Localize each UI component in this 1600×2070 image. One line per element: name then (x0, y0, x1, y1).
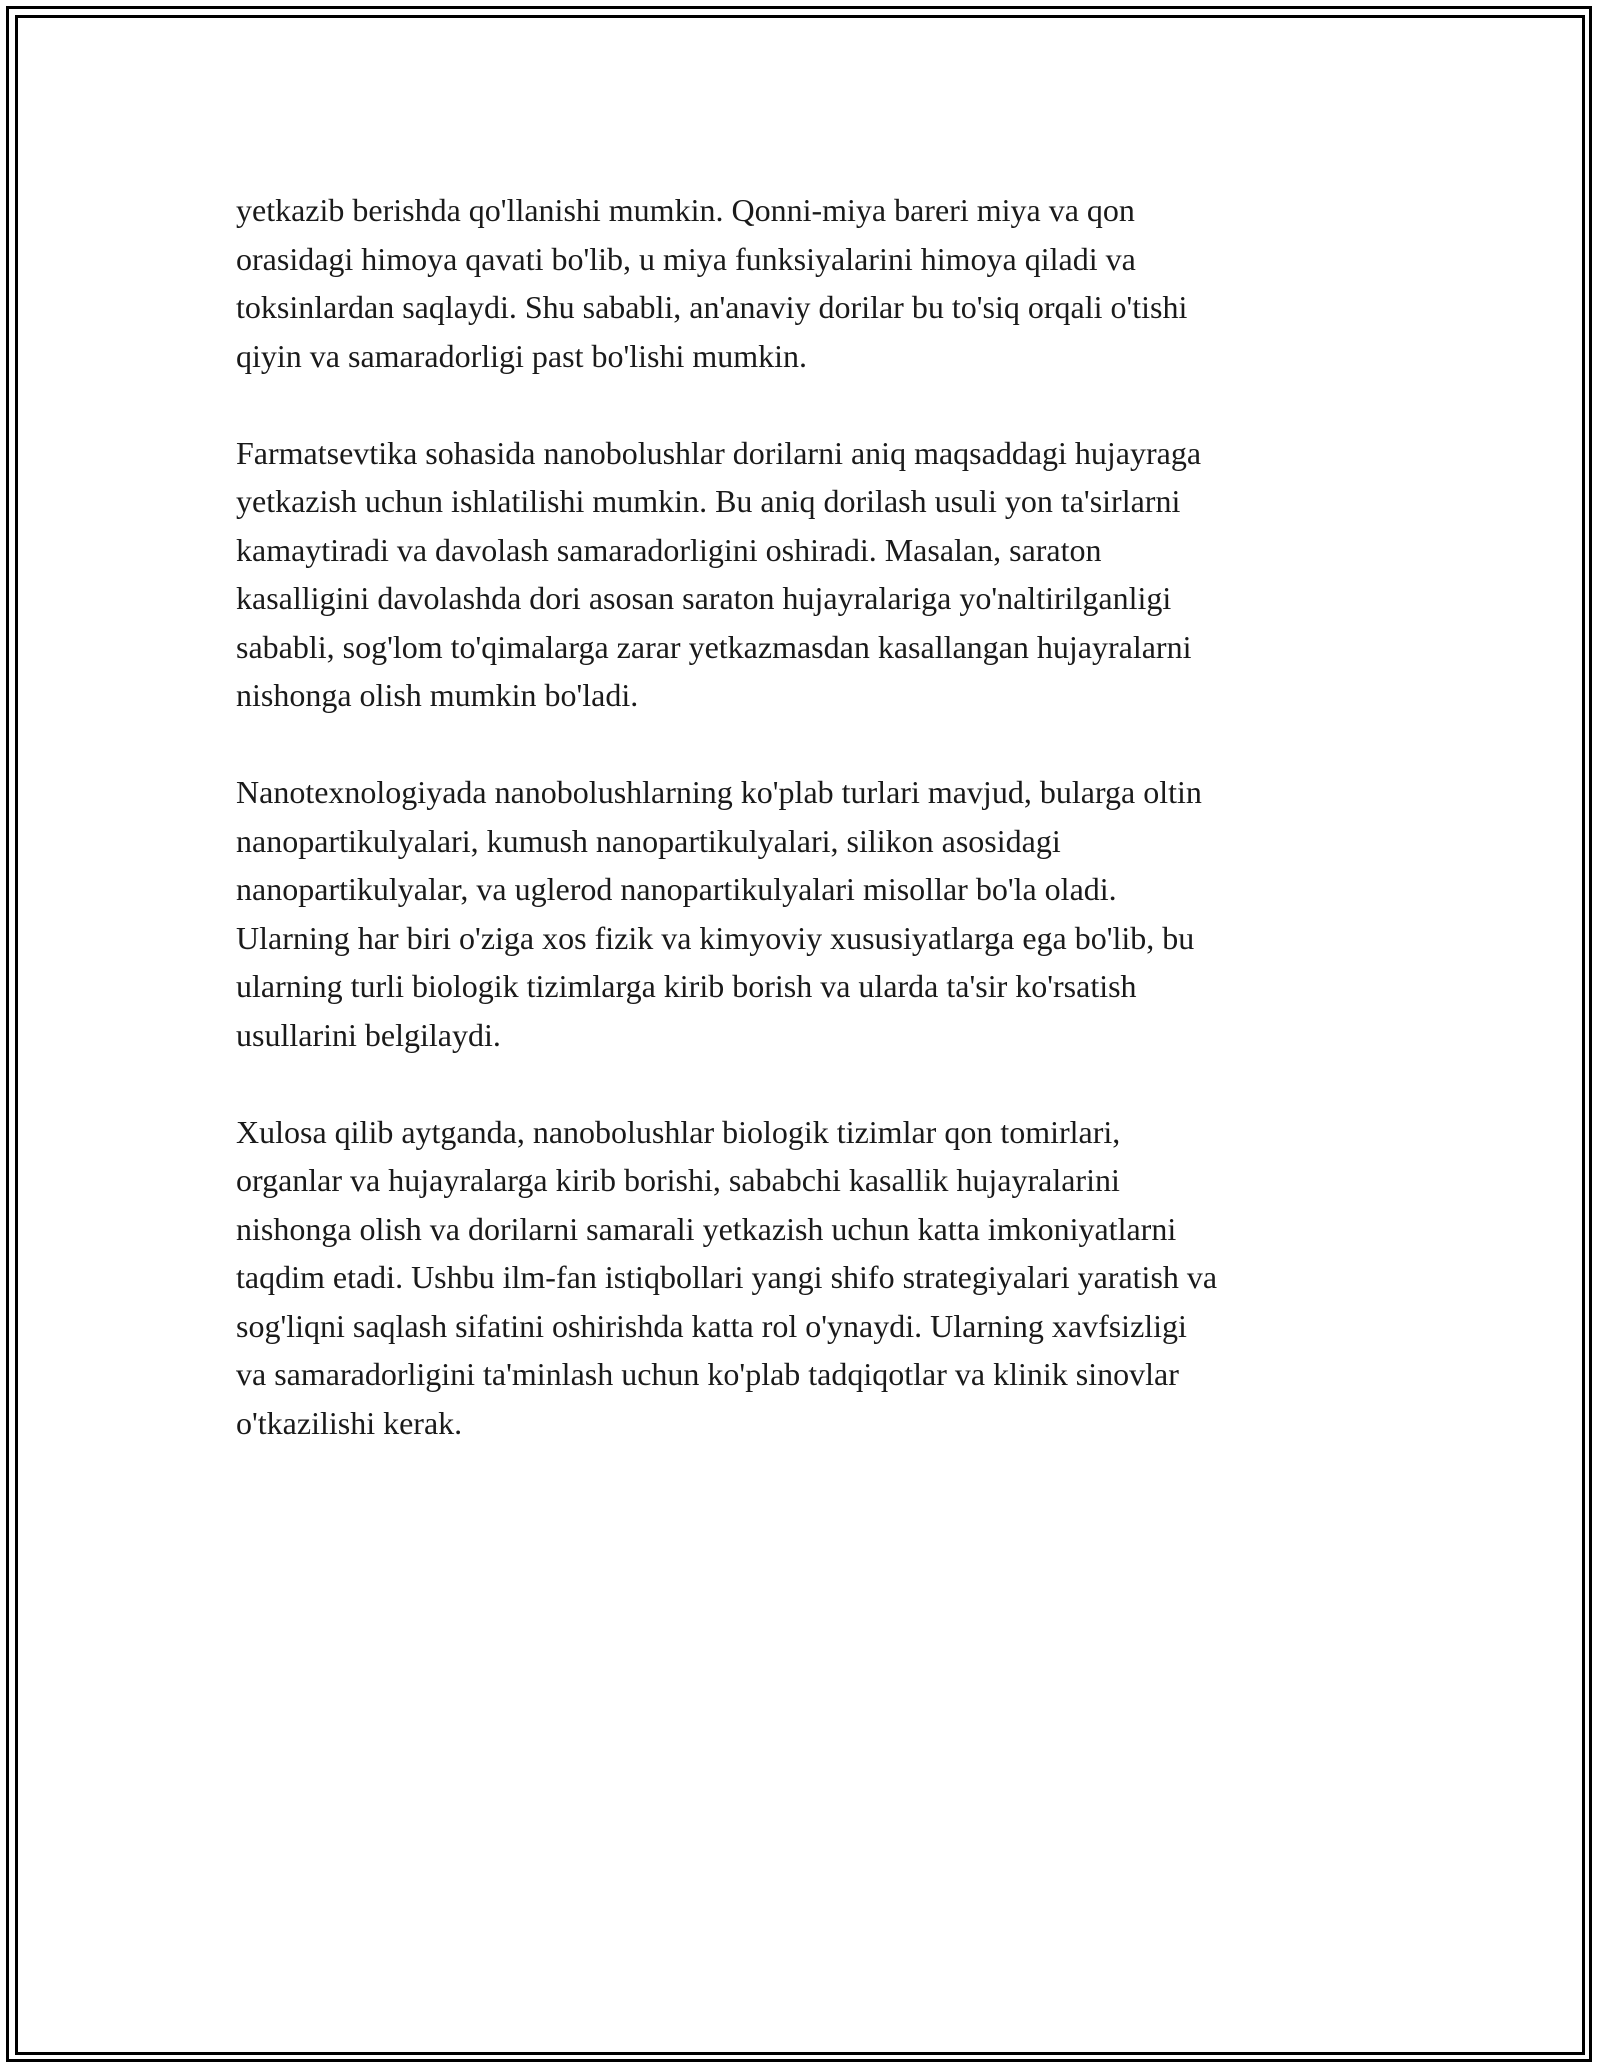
text-line: Nanotexnologiyada nanobolushlarning ko'plab turlari mavjud, bularga oltin (236, 774, 1202, 810)
text-line: qiyin va samaradorligi past bo'lishi mumkin. (236, 337, 808, 374)
text-line: yetkazish uchun ishlatilishi mumkin. Bu aniq dorilash usuli yon ta'sirlarni (236, 483, 1181, 519)
text-line: kamaytiradi va davolash samaradorligini oshiradi. Masalan, saraton (236, 531, 1102, 568)
text-line: Ularning har biri o'ziga xos fizik va kimyoviy xususiyatlarga ega bo'lib, bu (236, 919, 1195, 956)
paragraph-conclusion (236, 1108, 1386, 1448)
text-line: nishonga olish mumkin bo'ladi. (236, 677, 639, 713)
text-line: Farmatsevtika sohasida nanobolushlar dorilarni aniq maqsaddagi hujayraga (236, 434, 1202, 471)
document-body (236, 186, 1386, 1496)
text-line: organlar va hujayralarga kirib borishi, sababchi kasallik hujayralarini (236, 1162, 1120, 1198)
text-line: nanopartikulyalari, kumush nanopartikulyalari, silikon asosidagi (236, 822, 1061, 859)
text-line: orasidagi himoya qavati bo'lib, u miya funksiyalarini himoya qiladi va (236, 240, 1136, 277)
paragraph-nanoparticle-types (236, 768, 1386, 1059)
text-line: usullarini belgilaydi. (236, 1016, 501, 1053)
text-line: sababli, sog'lom to'qimalarga zarar yetkazmasdan kasallangan hujayralarni (236, 628, 1192, 665)
text-line: Xulosa qilib aytganda, nanobolushlar biologik tizimlar qon tomirlari, (236, 1113, 1121, 1150)
text-line: toksinlardan saqlaydi. Shu sababli, an'anaviy dorilar bu to'siq orqali o'tishi (236, 289, 1188, 325)
text-line: ularning turli biologik tizimlarga kirib borish va ularda ta'sir ko'rsatish (236, 968, 1137, 1004)
text-line: o'tkazilishi kerak. (236, 1404, 463, 1441)
text-line: va samaradorligini ta'minlash uchun ko'plab tadqiqotlar va klinik sinovlar (236, 1356, 1179, 1392)
text-line: sog'liqni saqlash sifatini oshirishda katta rol o'ynaydi. Ularning xavfsizligi (236, 1307, 1187, 1344)
text-line: yetkazib berishda qo'llanishi mumkin. Qonni-miya bareri miya va qon (236, 192, 1135, 228)
text-line: nanopartikulyalar, va uglerod nanopartikulyalari misollar bo'la oladi. (236, 871, 1117, 907)
text-line: taqdim etadi. Ushbu ilm-fan istiqbollari yangi shifo strategiyalari yaratish va (236, 1259, 1218, 1295)
text-line: kasalligini davolashda dori asosan saraton hujayralariga yo'naltirilganligi (236, 580, 1172, 616)
paragraph-pharmaceutics (236, 429, 1386, 720)
paragraph-blood-brain-barrier (236, 186, 1386, 380)
text-line: nishonga olish va dorilarni samarali yetkazish uchun katta imkoniyatlarni (236, 1210, 1177, 1247)
